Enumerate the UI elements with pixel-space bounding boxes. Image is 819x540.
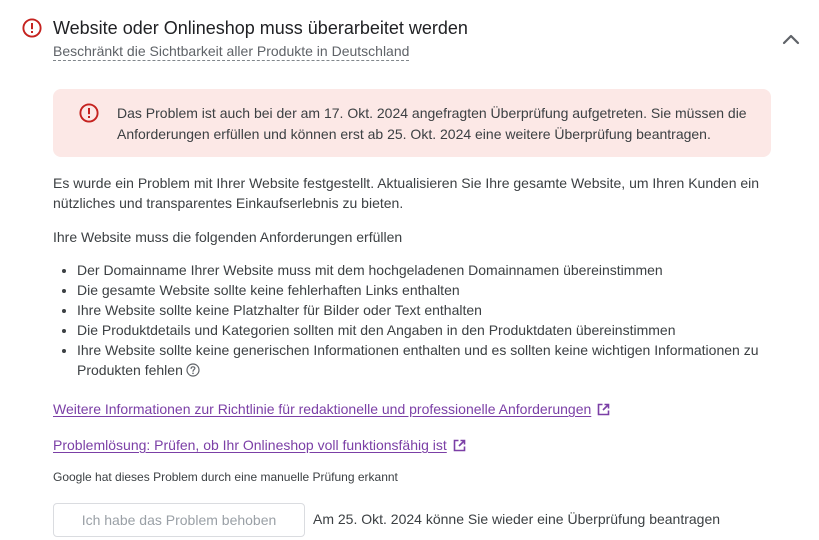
resolve-issue-button[interactable]: Ich habe das Problem behoben xyxy=(53,503,305,537)
policy-link[interactable]: Weitere Informationen zur Richtlinie für redaktionelle und professionelle Anforderungen xyxy=(53,399,610,419)
requirements-heading: Ihre Website muss die folgenden Anforderungen erfüllen xyxy=(53,229,403,245)
detection-note: Google hat dieses Problem durch eine manuelle Prüfung erkannt xyxy=(53,470,398,484)
error-circle-icon xyxy=(22,18,42,38)
help-circle-icon[interactable] xyxy=(186,363,200,377)
requirement-item: • Die gesamte Website sollte keine fehlerhaften Links enthalten xyxy=(77,280,797,300)
issue-title: Website oder Onlineshop muss überarbeitet werden xyxy=(53,18,468,38)
requirement-item: • Die Produktdetails und Kategorien sollten mit den Angaben in den Produktdaten übereinstimmen xyxy=(77,320,797,340)
open-in-new-icon xyxy=(597,403,610,416)
open-in-new-icon xyxy=(453,439,466,452)
problem-description: Es wurde ein Problem mit Ihrer Website festgestellt. Aktualisieren Sie Ihre gesamte Website, um Ihren Kunden ein nützliches und transparentes Einkaufserlebnis zu bieten. xyxy=(53,175,760,211)
requirement-item: • Der Domainname Ihrer Website muss mit dem hochgeladenen Domainnamen übereinstimmen xyxy=(77,260,797,280)
issue-impact-tooltip-trigger[interactable]: Beschränkt die Sichtbarkeit aller Produkte in Deutschland xyxy=(53,43,410,59)
chevron-up-icon[interactable] xyxy=(778,26,804,52)
requirement-item: • Ihre Website sollte keine generischen Informationen enthalten und es sollten keine wichtigen Informationen zu Produkten fehlen xyxy=(77,340,797,380)
requirement-item: • Ihre Website sollte keine Platzhalter für Bilder oder Text enthalten xyxy=(77,300,797,320)
issue-header[interactable] xyxy=(22,14,812,64)
review-alert-banner xyxy=(53,89,771,157)
retry-date-note: Am 25. Okt. 2024 könne Sie wieder eine Überprüfung beantragen xyxy=(313,511,721,527)
error-circle-icon xyxy=(79,103,99,123)
requirements-list xyxy=(53,260,797,380)
troubleshoot-link[interactable]: Problemlösung: Prüfen, ob Ihr Onlineshop voll funktionsfähig ist xyxy=(53,435,466,455)
alert-message: Das Problem ist auch bei der am 17. Okt. 2024 angefragten Überprüfung aufgetreten. Sie müssen die Anforderungen erfüllen und können erst ab 25. Okt. 2024 eine weitere Überprüfung beantragen. xyxy=(117,105,747,142)
